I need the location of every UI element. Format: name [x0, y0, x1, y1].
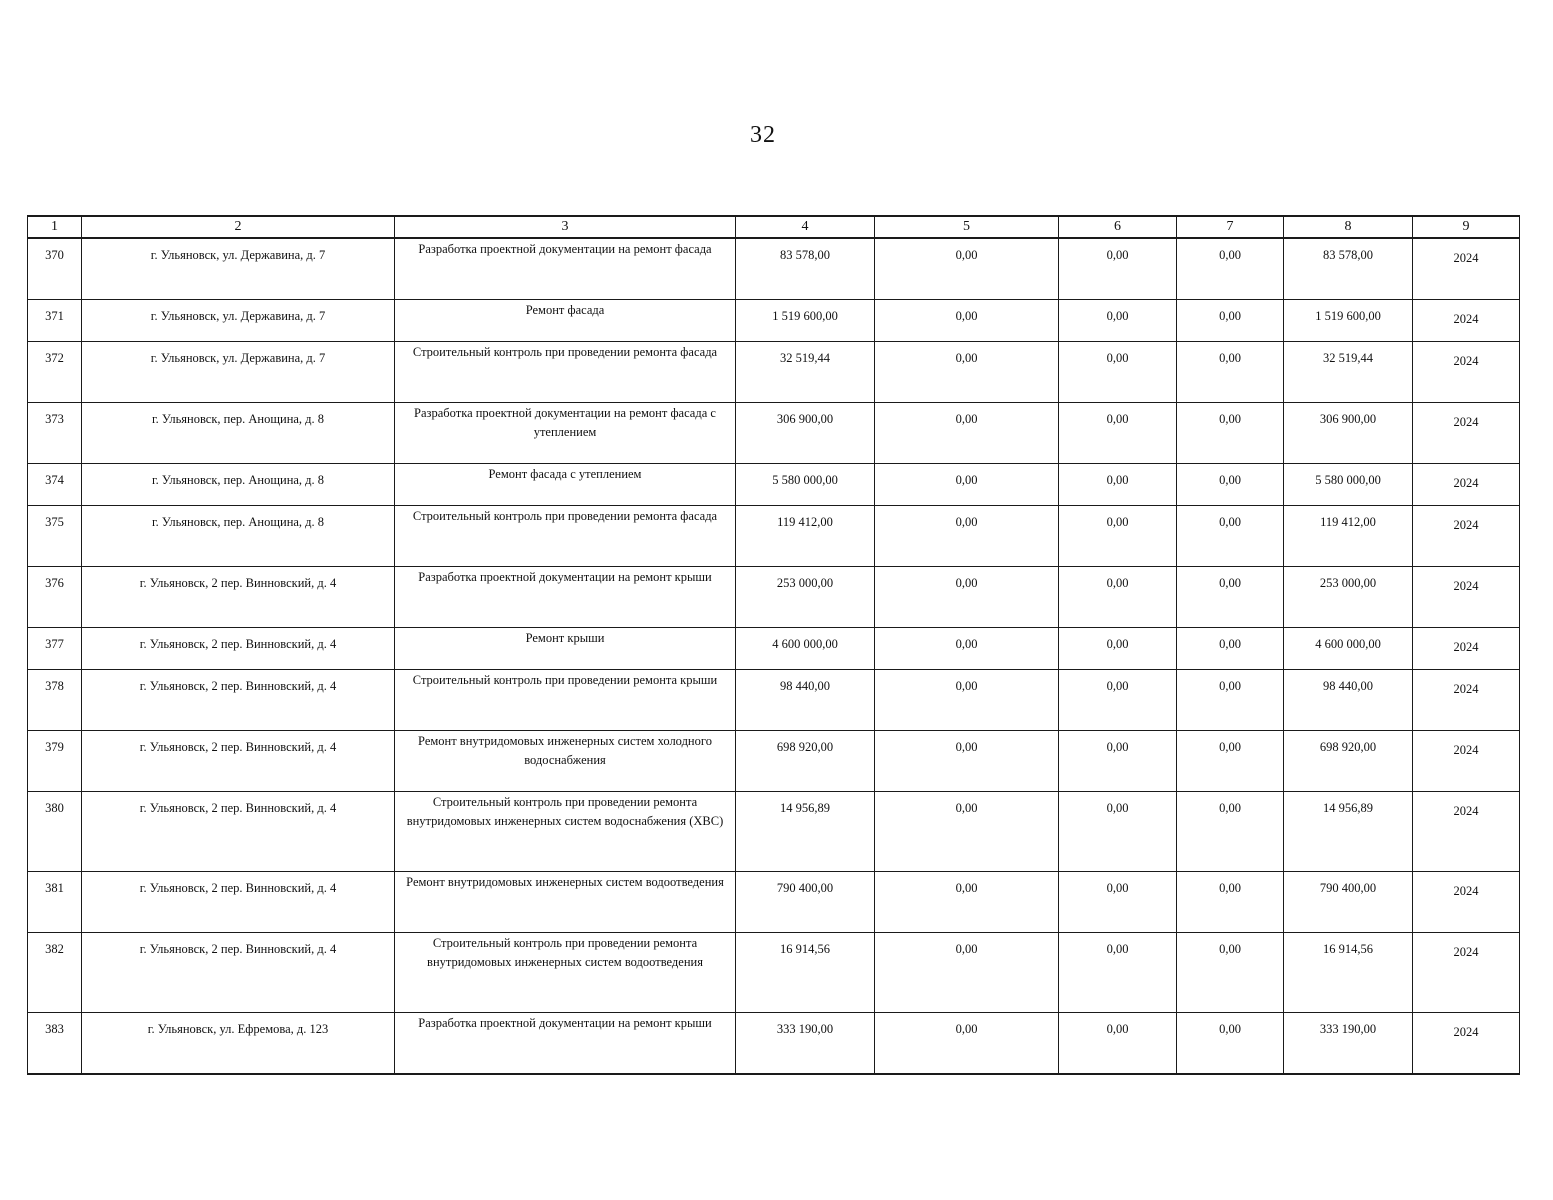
column-5-cell: 0,00: [875, 872, 1059, 933]
row-number-cell: 380: [28, 792, 82, 872]
table-row: [28, 342, 1520, 403]
work-type-cell: Строительный контроль при проведении ремонта внутридомовых инженерных систем водоснабжения (ХВС): [395, 792, 736, 872]
table-row: [28, 872, 1520, 933]
year-cell: 2024: [1413, 933, 1520, 1013]
row-number-cell: 381: [28, 872, 82, 933]
column-7-cell: 0,00: [1177, 238, 1284, 300]
address-cell: г. Ульяновск, ул. Ефремова, д. 123: [82, 1013, 395, 1075]
address-cell: г. Ульяновск, 2 пер. Винновский, д. 4: [82, 670, 395, 731]
cost-total-cell: 98 440,00: [736, 670, 875, 731]
year-cell: 2024: [1413, 567, 1520, 628]
column-5-cell: 0,00: [875, 792, 1059, 872]
page-number: 32: [750, 122, 776, 148]
column-7-cell: 0,00: [1177, 872, 1284, 933]
column-8-cell: 698 920,00: [1284, 731, 1413, 792]
cost-total-cell: 333 190,00: [736, 1013, 875, 1075]
column-header: 7: [1177, 216, 1284, 238]
column-5-cell: 0,00: [875, 342, 1059, 403]
work-type-cell: Строительный контроль при проведении ремонта фасада: [395, 506, 736, 567]
column-header: 4: [736, 216, 875, 238]
column-header: 3: [395, 216, 736, 238]
address-cell: г. Ульяновск, ул. Державина, д. 7: [82, 238, 395, 300]
cost-total-cell: 119 412,00: [736, 506, 875, 567]
address-cell: г. Ульяновск, 2 пер. Винновский, д. 4: [82, 628, 395, 670]
column-7-cell: 0,00: [1177, 342, 1284, 403]
column-header: 6: [1059, 216, 1177, 238]
cost-total-cell: 83 578,00: [736, 238, 875, 300]
column-7-cell: 0,00: [1177, 933, 1284, 1013]
column-6-cell: 0,00: [1059, 1013, 1177, 1075]
column-8-cell: 790 400,00: [1284, 872, 1413, 933]
column-8-cell: 16 914,56: [1284, 933, 1413, 1013]
table-row: [28, 567, 1520, 628]
table-body: [28, 238, 1520, 1074]
row-number-cell: 372: [28, 342, 82, 403]
year-cell: 2024: [1413, 464, 1520, 506]
repair-schedule-table: [27, 215, 1520, 1075]
work-type-cell: Ремонт фасада: [395, 300, 736, 342]
column-6-cell: 0,00: [1059, 792, 1177, 872]
column-6-cell: 0,00: [1059, 342, 1177, 403]
cost-total-cell: 5 580 000,00: [736, 464, 875, 506]
year-cell: 2024: [1413, 731, 1520, 792]
table-row: [28, 792, 1520, 872]
cost-total-cell: 32 519,44: [736, 342, 875, 403]
table-row: [28, 628, 1520, 670]
work-type-cell: Ремонт внутридомовых инженерных систем холодного водоснабжения: [395, 731, 736, 792]
work-type-cell: Ремонт фасада с утеплением: [395, 464, 736, 506]
address-cell: г. Ульяновск, ул. Державина, д. 7: [82, 342, 395, 403]
cost-total-cell: 16 914,56: [736, 933, 875, 1013]
column-7-cell: 0,00: [1177, 628, 1284, 670]
column-7-cell: 0,00: [1177, 506, 1284, 567]
table-row: [28, 238, 1520, 300]
column-number-header-row: [28, 216, 1520, 238]
column-8-cell: 5 580 000,00: [1284, 464, 1413, 506]
address-cell: г. Ульяновск, 2 пер. Винновский, д. 4: [82, 567, 395, 628]
row-number-cell: 379: [28, 731, 82, 792]
year-cell: 2024: [1413, 792, 1520, 872]
year-cell: 2024: [1413, 670, 1520, 731]
address-cell: г. Ульяновск, 2 пер. Винновский, д. 4: [82, 872, 395, 933]
column-7-cell: 0,00: [1177, 403, 1284, 464]
column-7-cell: 0,00: [1177, 670, 1284, 731]
column-6-cell: 0,00: [1059, 464, 1177, 506]
column-6-cell: 0,00: [1059, 238, 1177, 300]
column-header: 1: [28, 216, 82, 238]
work-type-cell: Строительный контроль при проведении ремонта крыши: [395, 670, 736, 731]
address-cell: г. Ульяновск, пер. Анощина, д. 8: [82, 403, 395, 464]
row-number-cell: 378: [28, 670, 82, 731]
address-cell: г. Ульяновск, 2 пер. Винновский, д. 4: [82, 933, 395, 1013]
column-6-cell: 0,00: [1059, 300, 1177, 342]
row-number-cell: 377: [28, 628, 82, 670]
work-type-cell: Ремонт крыши: [395, 628, 736, 670]
table-row: [28, 403, 1520, 464]
column-8-cell: 253 000,00: [1284, 567, 1413, 628]
column-5-cell: 0,00: [875, 238, 1059, 300]
table-row: [28, 933, 1520, 1013]
column-8-cell: 32 519,44: [1284, 342, 1413, 403]
work-type-cell: Разработка проектной документации на ремонт крыши: [395, 1013, 736, 1075]
column-5-cell: 0,00: [875, 300, 1059, 342]
work-type-cell: Разработка проектной документации на ремонт фасада с утеплением: [395, 403, 736, 464]
column-5-cell: 0,00: [875, 464, 1059, 506]
year-cell: 2024: [1413, 238, 1520, 300]
cost-total-cell: 4 600 000,00: [736, 628, 875, 670]
column-6-cell: 0,00: [1059, 506, 1177, 567]
row-number-cell: 373: [28, 403, 82, 464]
column-5-cell: 0,00: [875, 670, 1059, 731]
column-8-cell: 14 956,89: [1284, 792, 1413, 872]
table-row: [28, 506, 1520, 567]
column-7-cell: 0,00: [1177, 1013, 1284, 1075]
year-cell: 2024: [1413, 628, 1520, 670]
column-6-cell: 0,00: [1059, 567, 1177, 628]
address-cell: г. Ульяновск, пер. Анощина, д. 8: [82, 506, 395, 567]
cost-total-cell: 698 920,00: [736, 731, 875, 792]
row-number-cell: 375: [28, 506, 82, 567]
cost-total-cell: 1 519 600,00: [736, 300, 875, 342]
column-7-cell: 0,00: [1177, 731, 1284, 792]
column-header: 5: [875, 216, 1059, 238]
column-8-cell: 98 440,00: [1284, 670, 1413, 731]
column-8-cell: 1 519 600,00: [1284, 300, 1413, 342]
work-type-cell: Строительный контроль при проведении ремонта фасада: [395, 342, 736, 403]
column-7-cell: 0,00: [1177, 567, 1284, 628]
year-cell: 2024: [1413, 300, 1520, 342]
address-cell: г. Ульяновск, пер. Анощина, д. 8: [82, 464, 395, 506]
column-header: 2: [82, 216, 395, 238]
column-5-cell: 0,00: [875, 567, 1059, 628]
column-8-cell: 83 578,00: [1284, 238, 1413, 300]
cost-total-cell: 253 000,00: [736, 567, 875, 628]
column-7-cell: 0,00: [1177, 792, 1284, 872]
column-8-cell: 333 190,00: [1284, 1013, 1413, 1075]
work-type-cell: Строительный контроль при проведении ремонта внутридомовых инженерных систем водоотведения: [395, 933, 736, 1013]
row-number-cell: 371: [28, 300, 82, 342]
work-type-cell: Ремонт внутридомовых инженерных систем водоотведения: [395, 872, 736, 933]
column-5-cell: 0,00: [875, 403, 1059, 464]
table-row: [28, 300, 1520, 342]
column-8-cell: 119 412,00: [1284, 506, 1413, 567]
column-5-cell: 0,00: [875, 1013, 1059, 1075]
row-number-cell: 374: [28, 464, 82, 506]
column-header: 8: [1284, 216, 1413, 238]
row-number-cell: 383: [28, 1013, 82, 1075]
column-8-cell: 4 600 000,00: [1284, 628, 1413, 670]
cost-total-cell: 306 900,00: [736, 403, 875, 464]
work-type-cell: Разработка проектной документации на ремонт фасада: [395, 238, 736, 300]
column-7-cell: 0,00: [1177, 464, 1284, 506]
column-header: 9: [1413, 216, 1520, 238]
column-6-cell: 0,00: [1059, 933, 1177, 1013]
cost-total-cell: 790 400,00: [736, 872, 875, 933]
column-5-cell: 0,00: [875, 731, 1059, 792]
column-6-cell: 0,00: [1059, 628, 1177, 670]
column-8-cell: 306 900,00: [1284, 403, 1413, 464]
work-type-cell: Разработка проектной документации на ремонт крыши: [395, 567, 736, 628]
year-cell: 2024: [1413, 342, 1520, 403]
year-cell: 2024: [1413, 872, 1520, 933]
table-row: [28, 464, 1520, 506]
table-row: [28, 731, 1520, 792]
year-cell: 2024: [1413, 403, 1520, 464]
table-row: [28, 1013, 1520, 1075]
column-6-cell: 0,00: [1059, 403, 1177, 464]
year-cell: 2024: [1413, 1013, 1520, 1075]
address-cell: г. Ульяновск, 2 пер. Винновский, д. 4: [82, 731, 395, 792]
column-5-cell: 0,00: [875, 506, 1059, 567]
row-number-cell: 376: [28, 567, 82, 628]
column-7-cell: 0,00: [1177, 300, 1284, 342]
year-cell: 2024: [1413, 506, 1520, 567]
row-number-cell: 370: [28, 238, 82, 300]
address-cell: г. Ульяновск, 2 пер. Винновский, д. 4: [82, 792, 395, 872]
column-5-cell: 0,00: [875, 933, 1059, 1013]
table-row: [28, 670, 1520, 731]
column-6-cell: 0,00: [1059, 670, 1177, 731]
column-6-cell: 0,00: [1059, 731, 1177, 792]
column-6-cell: 0,00: [1059, 872, 1177, 933]
cost-total-cell: 14 956,89: [736, 792, 875, 872]
address-cell: г. Ульяновск, ул. Державина, д. 7: [82, 300, 395, 342]
row-number-cell: 382: [28, 933, 82, 1013]
column-5-cell: 0,00: [875, 628, 1059, 670]
